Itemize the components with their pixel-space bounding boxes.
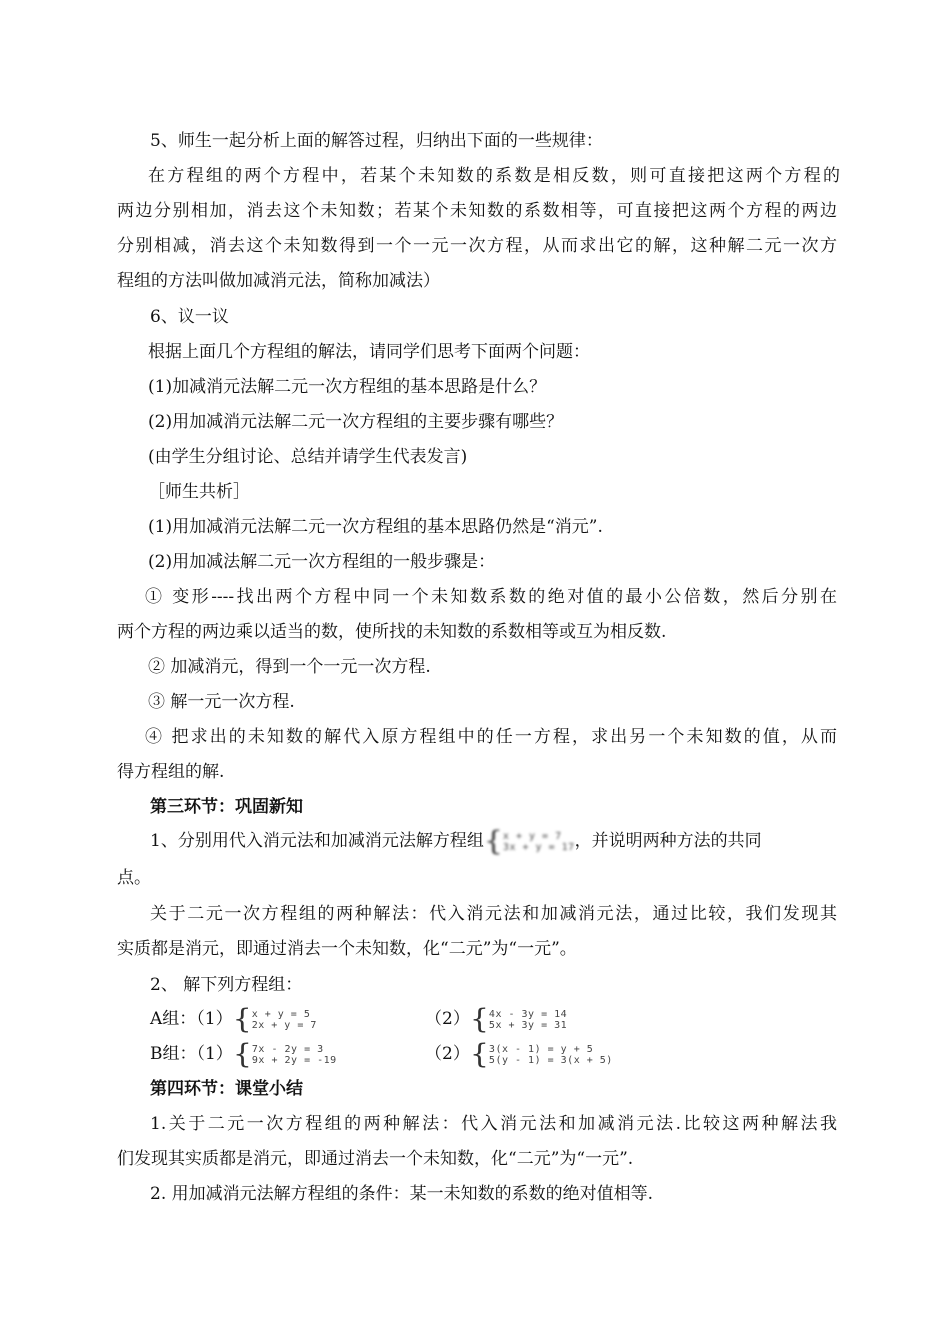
equation-system	[470, 1039, 613, 1070]
equation: 3x + y = 17	[502, 841, 575, 853]
text-line: 两边分别相加，消去这个未知数；若某个未知数的系数相等，可直接把这两个方程的两边	[117, 201, 837, 221]
text-line: 1.关于二元一次方程组的两种解法：代入消元法和加减消元法.比较这两种解法我	[150, 1114, 837, 1134]
equation-system	[484, 826, 575, 857]
brace-icon: {	[469, 1003, 489, 1036]
equation-lines	[489, 1009, 567, 1031]
equation: x + y = 7	[502, 830, 562, 842]
brace-icon: {	[483, 825, 503, 858]
brace-icon: {	[232, 1038, 252, 1071]
equation-system	[233, 1039, 337, 1070]
equation: 4x - 3y = 14	[488, 1008, 568, 1020]
group-label: A组：（1）	[150, 1009, 233, 1029]
text-line: 关于二元一次方程组的两种解法：代入消元法和加减消元法，通过比较，我们发现其	[150, 904, 837, 924]
text-line: ③ 解一元一次方程.	[148, 692, 295, 712]
text-line: 得方程组的解.	[117, 762, 225, 782]
equation: 3(x - 1) = y + 5	[488, 1043, 594, 1055]
brace-icon: {	[469, 1038, 489, 1071]
section-heading: 第四环节：课堂小结	[150, 1079, 303, 1099]
exercise-row-a2	[425, 1004, 567, 1035]
equation: x + y = 5	[251, 1008, 311, 1020]
text-line: ［师生共析］	[148, 482, 250, 502]
equation-lines	[503, 831, 575, 853]
equation: 5x + 3y = 31	[488, 1019, 568, 1031]
equation: 7x - 2y = 3	[251, 1043, 324, 1055]
text-line: ② 加减消元，得到一个一元一次方程.	[148, 657, 431, 677]
group-label: （2）	[425, 1044, 470, 1064]
text-line: 2. 用加减消元法解方程组的条件：某一未知数的系数的绝对值相等.	[150, 1184, 654, 1204]
section-heading: 第三环节：巩固新知	[150, 797, 303, 817]
group-label: B组：（1）	[150, 1044, 233, 1064]
equation-system	[233, 1004, 317, 1035]
group-label: （2）	[425, 1009, 470, 1029]
text-line	[150, 826, 762, 857]
text-line: 两个方程的两边乘以适当的数，使所找的未知数的系数相等或互为相反数.	[117, 622, 667, 642]
text-line: 实质都是消元，即通过消去一个未知数，化“二元”为“一元”。	[117, 939, 577, 959]
text-line: (由学生分组讨论、总结并请学生代表发言)	[148, 447, 468, 467]
equation-lines	[252, 1009, 317, 1031]
text-line: 在方程组的两个方程中，若某个未知数的系数是相反数，则可直接把这两个方程的	[148, 166, 840, 186]
text-line: 点。	[117, 868, 151, 888]
text-line: (2)用加减法解二元一次方程组的一般步骤是：	[148, 552, 496, 572]
text-segment: 1、分别用代入消元法和加减消元法解方程组	[150, 831, 484, 851]
text-line: (2)用加减消元法解二元一次方程组的主要步骤有哪些？	[148, 412, 564, 432]
text-line: 6、议一议	[150, 307, 229, 327]
text-segment: ，并说明两种方法的共同	[574, 831, 762, 851]
text-line: 分别相减，消去这个未知数得到一个一元一次方程，从而求出它的解，这种解二元一次方	[117, 236, 837, 256]
text-line: 程组的方法叫做加减消元法，简称加减法）	[117, 271, 440, 291]
text-line: 们发现其实质都是消元，即通过消去一个未知数，化“二元”为“一元”.	[117, 1149, 634, 1169]
equation: 2x + y = 7	[251, 1019, 317, 1031]
exercise-row-b	[150, 1039, 337, 1070]
brace-icon: {	[232, 1003, 252, 1036]
exercise-row-b2	[425, 1039, 613, 1070]
equation-lines	[489, 1044, 613, 1066]
text-line: 根据上面几个方程组的解法，请同学们思考下面两个问题：	[148, 342, 590, 362]
exercise-row-a	[150, 1004, 317, 1035]
text-line: (1)用加减消元法解二元一次方程组的基本思路仍然是“消元”.	[148, 517, 603, 537]
equation: 5(y - 1) = 3(x + 5)	[488, 1054, 613, 1066]
text-line: ① 变形----找出两个方程中同一个未知数系数的绝对值的最小公倍数，然后分别在	[145, 587, 837, 607]
equation-lines	[252, 1044, 337, 1066]
equation-system	[470, 1004, 567, 1035]
text-line: ④ 把求出的未知数的解代入原方程组中的任一方程，求出另一个未知数的值，从而	[145, 727, 837, 747]
equation: 9x + 2y = -19	[251, 1054, 337, 1066]
text-line: (1)加减消元法解二元一次方程组的基本思路是什么？	[148, 377, 547, 397]
text-line: 2、 解下列方程组：	[150, 975, 303, 995]
text-line: 5、师生一起分析上面的解答过程，归纳出下面的一些规律：	[150, 131, 603, 151]
